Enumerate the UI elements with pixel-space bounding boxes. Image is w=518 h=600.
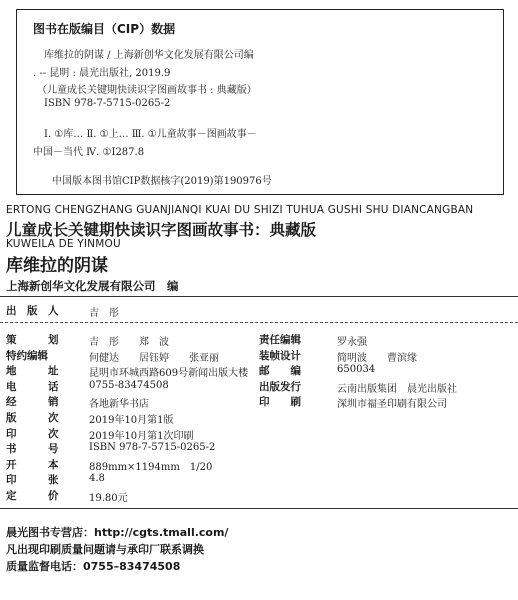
- cip-line-classification: Ⅰ. ①库… Ⅱ. ①上… Ⅲ. ①儿童故事－图画故事－: [44, 129, 257, 140]
- publisher-person-value: 吉 彤: [89, 308, 119, 319]
- colophon-value: 云南出版集团 晨光出版社: [337, 383, 457, 395]
- colophon-label: 邮 编: [259, 365, 301, 378]
- divider-top: [0, 296, 518, 297]
- print-quality-note: 凡出现印刷质量问题请与承印厂联系调换: [6, 543, 204, 556]
- colophon-value: 昆明市环城西路609号新闻出版大楼: [89, 368, 249, 380]
- cip-line-record-number: 中国版本图书馆CIP数据核字(2019)第190976号: [52, 176, 272, 187]
- colophon-label: 版 次: [6, 412, 59, 424]
- colophon-value: 简明波 曹滨缘: [337, 352, 417, 364]
- colophon-label: 印 次: [6, 427, 59, 440]
- colophon-label: 责任编辑: [259, 334, 301, 346]
- colophon-value: 650034: [337, 364, 376, 376]
- colophon-label: 装帧设计: [259, 349, 301, 362]
- cip-line-title: 库维拉的阴谋 / 上海新创华文化发展有限公司编: [44, 50, 254, 61]
- publisher-person-label: 出 版 人: [6, 305, 59, 317]
- colophon-label: 印 张: [6, 474, 59, 487]
- colophon-value: 889mm×1194mm 1/20: [89, 461, 213, 473]
- book-title-pinyin: KUWEILA DE YINMOU: [6, 238, 121, 250]
- colophon-label: 印 刷: [259, 396, 301, 409]
- colophon-value: 各地新华书店: [89, 399, 149, 411]
- cip-line-imprint: . -- 昆明 : 晨光出版社, 2019.9: [33, 68, 171, 79]
- divider-bottom: [0, 508, 518, 509]
- colophon-label: 策 划: [6, 334, 59, 346]
- colophon-value: 0755-83474508: [89, 379, 169, 391]
- cip-line-isbn: ISBN 978-7-5715-0265-2: [44, 98, 171, 109]
- colophon-label: 电 话: [6, 380, 59, 393]
- book-title: 库维拉的阴谋: [6, 256, 108, 276]
- colophon-value: 深圳市福圣印刷有限公司: [337, 399, 447, 411]
- colophon-value: 2019年10月第1次印刷: [89, 430, 194, 442]
- colophon-value: 罗永强: [337, 337, 367, 348]
- series-title: 儿童成长关键期快读识字图画故事书：典藏版: [6, 221, 317, 239]
- cip-line-series: （儿童成长关键期快读识字图画故事书 : 典藏版）: [37, 85, 257, 96]
- colophon-label: 书 号: [6, 443, 59, 456]
- quality-hotline: 质量监督电话：0755–83474508: [6, 560, 181, 573]
- colophon-label: 经 销: [6, 396, 59, 409]
- series-pinyin: ERTONG CHENGZHANG GUANJIANQI KUAI DU SHIZI TUHUA GUSHI SHU DIANCANGBAN: [6, 204, 474, 216]
- publisher-credit: 上海新创华文化发展有限公司 编: [6, 279, 179, 293]
- cip-heading: 图书在版编目（CIP）数据: [33, 22, 176, 36]
- colophon-label: 出版发行: [259, 380, 301, 393]
- colophon-value: ISBN 978-7-5715-0265-2: [89, 442, 216, 454]
- divider-dashed: [0, 322, 518, 323]
- colophon-value: 吉 彤 郑 波: [89, 337, 169, 348]
- colophon-label: 特约编辑: [6, 349, 48, 362]
- store-url: 晨光图书专营店：http://cgts.tmall.com/: [6, 526, 229, 539]
- colophon-value: 2019年10月第1版: [89, 415, 174, 426]
- cip-line-classification-2: 中国－当代 Ⅳ. ①I287.8: [33, 147, 145, 158]
- colophon-value: 4.8: [89, 473, 105, 485]
- colophon-value: 19.80元: [89, 493, 128, 504]
- colophon-label: 地 址: [6, 365, 59, 378]
- colophon-value: 何健达 居钰婷 张亚丽: [89, 352, 219, 364]
- colophon-label: 定 价: [6, 490, 59, 502]
- colophon-label: 开 本: [6, 458, 59, 471]
